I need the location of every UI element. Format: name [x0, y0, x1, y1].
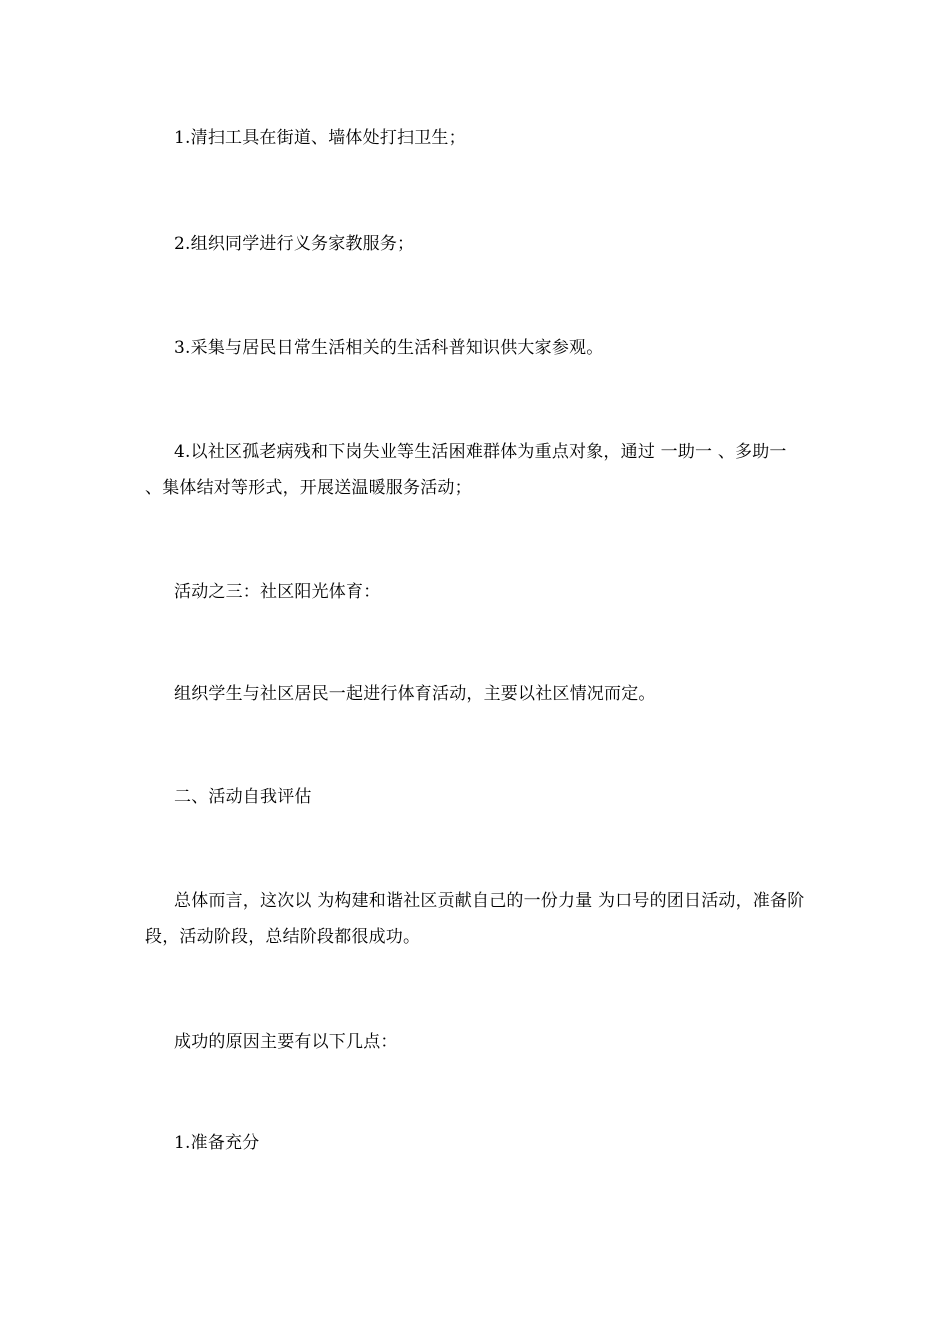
paragraph-item-1: 1.清扫工具在街道、墙体处打扫卫生；: [174, 128, 466, 148]
paragraph-success-reasons: 成功的原因主要有以下几点：: [174, 1032, 398, 1052]
paragraph-item-4: 4.以社区孤老病残和下岗失业等生活困难群体为重点对象，通过 一助一 、多助一 、集体结对等形式，开展送温暖服务活动；: [145, 442, 787, 498]
paragraph-evaluation-summary: 总体而言，这次以 为构建和谐社区贡献自己的一份力量 为口号的团日活动，准备阶段，活动阶段，总结阶段都很成功。: [145, 891, 805, 947]
section-heading-activity-3: 活动之三：社区阳光体育：: [174, 582, 381, 602]
paragraph-item-2: 2.组织同学进行义务家教服务；: [174, 234, 415, 254]
section-heading-self-evaluation: 二、活动自我评估: [174, 787, 312, 807]
paragraph-item-3: 3.采集与居民日常生活相关的生活科普知识供大家参观。: [174, 338, 604, 358]
list-item-prepared: 1.准备充分: [174, 1133, 260, 1153]
paragraph-activity-3-body: 组织学生与社区居民一起进行体育活动，主要以社区情况而定。: [174, 684, 656, 704]
